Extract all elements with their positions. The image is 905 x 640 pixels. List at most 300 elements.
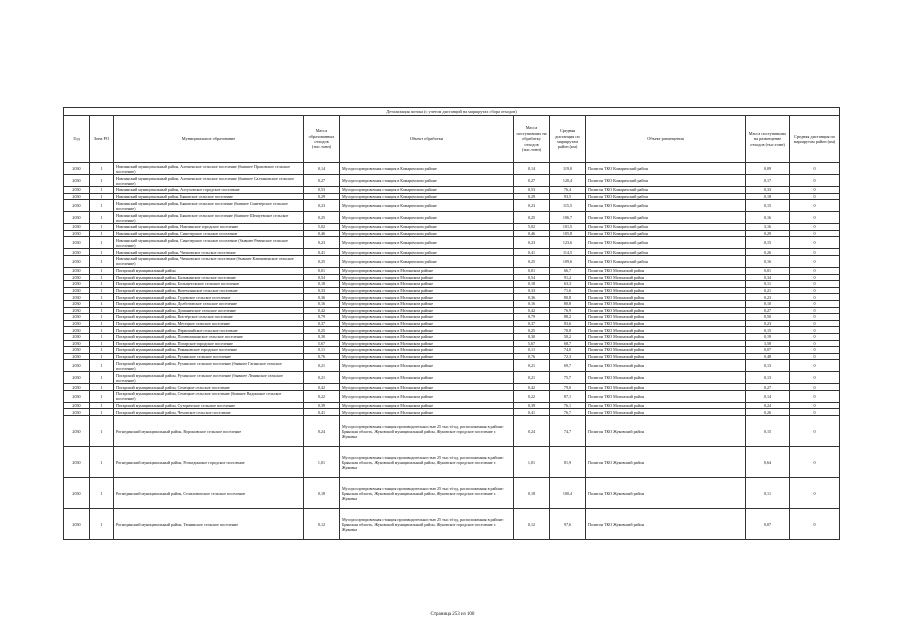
cell-placement-object: Полигон ТКО Мглинский район: [586, 390, 746, 402]
cell-avg-distance-processing: 63,3: [550, 281, 586, 288]
cell-placement-object: Полигон ТКО Мглинский район: [586, 333, 746, 340]
cell-municipality: Погарский муниципальный район, Полевомшанское сельское поселение: [114, 333, 304, 340]
cell-municipality: Рогнединский муниципальный район, Вороновское сельское поселение: [114, 416, 304, 447]
cell-mass-received-processing: 0,39: [514, 402, 550, 409]
page-footer: Страница 253 из 100: [430, 612, 475, 617]
cell-avg-distance-processing: 87,1: [550, 390, 586, 402]
cell-mass-received-processing: 0,01: [514, 267, 550, 274]
cell-municipality: Навлинский муниципальный район, Синезерское сельское поселение (бывшее Ревенское сельское поселение): [114, 237, 304, 249]
table-row: [64, 372, 840, 384]
cell-avg-distance-processing: 106,7: [550, 212, 586, 224]
cell-avg-distance-processing: 74,0: [550, 347, 586, 354]
cell-mass-received-placement: 0,24: [746, 402, 790, 409]
cell-processing-object: Мусоросортировочная станция в Мглинском районе: [340, 294, 514, 301]
cell-placement-object: Полигон ТКО Мглинский район: [586, 340, 746, 347]
cell-mass-formed: 1,01: [304, 447, 340, 478]
table-row: [64, 353, 840, 360]
cell-processing-object: Мусоросортировочная станция в Мглинском районе: [340, 307, 514, 314]
cell-municipality: Погарский муниципальный район, Романовское городское поселение: [114, 347, 304, 354]
cell-avg-distance-placement: 0: [790, 267, 840, 274]
cell-mass-formed: 0,25: [304, 327, 340, 334]
cell-mass-received-processing: 0,25: [514, 327, 550, 334]
table-row: [64, 416, 840, 447]
table-row: [64, 333, 840, 340]
cell-mass-received-placement: 0,15: [746, 237, 790, 249]
cell-zone: 1: [90, 478, 114, 509]
header-mass-received-placement: Масса поступивших на размещение отходов (тыс.тонн): [746, 116, 790, 163]
cell-mass-received-processing: 0,18: [514, 281, 550, 288]
cell-mass-received-processing: 0,14: [514, 163, 550, 175]
cell-processing-object: Мусоросортировочная станция в Мглинском районе: [340, 320, 514, 327]
cell-processing-object: Мусоросортировочная станция в Мглинском районе: [340, 384, 514, 391]
cell-municipality: Погарский муниципальный район, Долботовское сельское поселение: [114, 300, 304, 307]
cell-municipality: Рогнединский муниципальный район, Рогнединское городское поселение: [114, 447, 304, 478]
table-row: [64, 212, 840, 224]
table-row: [64, 402, 840, 409]
cell-year: 2030: [64, 447, 90, 478]
cell-zone: 1: [90, 163, 114, 175]
cell-processing-object: Мусоросортировочная станция в Мглинском районе: [340, 300, 514, 307]
cell-avg-distance-processing: 66,7: [550, 267, 586, 274]
cell-avg-distance-processing: 100,4: [550, 478, 586, 509]
cell-placement-object: Полигон ТКО Мглинский район: [586, 267, 746, 274]
cell-placement-object: Полигон ТКО Комаричский район: [586, 193, 746, 200]
cell-mass-received-placement: 0,09: [746, 163, 790, 175]
cell-avg-distance-placement: 0: [790, 409, 840, 416]
cell-processing-object: Мусоросортировочная станция в Мглинском районе: [340, 372, 514, 384]
cell-zone: 1: [90, 372, 114, 384]
cell-processing-object: Мусоросортировочная станция в Комаричском районе: [340, 224, 514, 231]
cell-mass-received-processing: 0,41: [514, 409, 550, 416]
cell-year: 2030: [64, 353, 90, 360]
cell-placement-object: Полигон ТКО Комаричский район: [586, 175, 746, 187]
cell-mass-formed: 0,54: [304, 274, 340, 281]
cell-year: 2030: [64, 509, 90, 540]
cell-mass-received-processing: 0,29: [514, 193, 550, 200]
cell-mass-formed: 0,18: [304, 478, 340, 509]
table-row: [64, 294, 840, 301]
table-row: [64, 175, 840, 187]
table-row: [64, 193, 840, 200]
cell-mass-received-placement: 0,07: [746, 347, 790, 354]
cell-mass-received-processing: 0,22: [514, 390, 550, 402]
cell-mass-received-placement: 0,18: [746, 193, 790, 200]
cell-avg-distance-placement: 0: [790, 478, 840, 509]
cell-zone: 1: [90, 307, 114, 314]
cell-mass-received-placement: 0,34: [746, 274, 790, 281]
cell-mass-received-placement: 3,16: [746, 224, 790, 231]
cell-year: 2030: [64, 402, 90, 409]
cell-mass-received-processing: 0,53: [514, 187, 550, 194]
cell-mass-received-processing: 0,12: [514, 509, 550, 540]
cell-year: 2030: [64, 187, 90, 194]
cell-avg-distance-processing: 93,5: [550, 193, 586, 200]
cell-avg-distance-placement: 0: [790, 353, 840, 360]
cell-placement-object: Полигон ТКО Мглинский район: [586, 360, 746, 372]
cell-mass-received-processing: 0,11: [514, 347, 550, 354]
cell-mass-formed: 0,23: [304, 200, 340, 212]
cell-avg-distance-placement: 0: [790, 384, 840, 391]
header-mass-formed: Масса образованных отходов (тыс.тонн): [304, 116, 340, 163]
cell-year: 2030: [64, 163, 90, 175]
header-year: Год: [64, 116, 90, 163]
cell-mass-formed: 0,01: [304, 267, 340, 274]
cell-mass-formed: 0,41: [304, 409, 340, 416]
cell-mass-formed: 0,25: [304, 255, 340, 267]
cell-mass-received-placement: 0,14: [746, 390, 790, 402]
cell-municipality: Погарский муниципальный район, Рухинское сельское поселение (бывшее Ленинское сельское поселение): [114, 372, 304, 384]
cell-processing-object: Мусоросортировочная станция в Комаричском районе: [340, 230, 514, 237]
cell-placement-object: Полигон ТКО Мглинский район: [586, 353, 746, 360]
cell-placement-object: Полигон ТКО Жуковский район: [586, 478, 746, 509]
cell-year: 2030: [64, 390, 90, 402]
cell-processing-object: Мусоросортировочная станция в Комаричском районе: [340, 187, 514, 194]
cell-mass-received-placement: 0,01: [746, 267, 790, 274]
cell-avg-distance-processing: 114,5: [550, 249, 586, 256]
cell-placement-object: Полигон ТКО Мглинский район: [586, 281, 746, 288]
cell-avg-distance-placement: 0: [790, 416, 840, 447]
cell-avg-distance-placement: 0: [790, 237, 840, 249]
cell-mass-received-placement: 0,15: [746, 200, 790, 212]
cell-avg-distance-processing: 76,4: [550, 187, 586, 194]
cell-processing-object: Мусоросортировочная станция в Мглинском районе: [340, 267, 514, 274]
cell-placement-object: Полигон ТКО Мглинский район: [586, 294, 746, 301]
header-zone: Зона РО: [90, 116, 114, 163]
cell-avg-distance-processing: 79,0: [550, 384, 586, 391]
cell-placement-object: Полигон ТКО Мглинский район: [586, 327, 746, 334]
cell-placement-object: Полигон ТКО Комаричский район: [586, 200, 746, 212]
cell-mass-formed: 0,42: [304, 384, 340, 391]
cell-processing-object: Мусоросортировочная станция в Комаричском районе: [340, 193, 514, 200]
cell-placement-object: Полигон ТКО Комаричский район: [586, 255, 746, 267]
cell-processing-object: Мусоросортировочная станция в Комаричском районе: [340, 175, 514, 187]
cell-processing-object: Мусоросортировочная станция производительностью 25 тыс.т/год, расположенная в районе: Брянская область, Жуковский муниципальный район, Жуковское городское поселение г. Жуковка: [340, 416, 514, 447]
cell-processing-object: Мусоросортировочная станция в Мглинском районе: [340, 360, 514, 372]
cell-zone: 1: [90, 274, 114, 281]
cell-mass-received-placement: 0,27: [746, 307, 790, 314]
cell-avg-distance-placement: 0: [790, 402, 840, 409]
table-row: [64, 300, 840, 307]
cell-zone: 1: [90, 281, 114, 288]
cell-processing-object: Мусоросортировочная станция в Комаричском районе: [340, 249, 514, 256]
cell-avg-distance-placement: 0: [790, 255, 840, 267]
cell-mass-received-processing: 0,33: [514, 287, 550, 294]
cell-mass-received-processing: 0,76: [514, 353, 550, 360]
cell-municipality: Погарский муниципальный район: [114, 267, 304, 274]
cell-avg-distance-processing: 71,6: [550, 287, 586, 294]
cell-municipality: Навлинский муниципальный район, Чичковское сельское поселение: [114, 249, 304, 256]
cell-avg-distance-placement: 0: [790, 163, 840, 175]
cell-zone: 1: [90, 224, 114, 231]
cell-mass-received-placement: 0,16: [746, 255, 790, 267]
cell-avg-distance-placement: 0: [790, 224, 840, 231]
cell-mass-formed: 0,27: [304, 175, 340, 187]
cell-placement-object: Полигон ТКО Мглинский район: [586, 300, 746, 307]
cell-municipality: Навлинский муниципальный район, Алешенское сельское поселение (бывшее Салтановское сельское поселение): [114, 175, 304, 187]
cell-mass-received-processing: 5,67: [514, 340, 550, 347]
cell-year: 2030: [64, 200, 90, 212]
cell-zone: 1: [90, 175, 114, 187]
cell-zone: 1: [90, 327, 114, 334]
cell-municipality: Погарский муниципальный район, Больщеескское сельское поселение: [114, 281, 304, 288]
cell-avg-distance-processing: 74,7: [550, 416, 586, 447]
cell-avg-distance-processing: 109,6: [550, 255, 586, 267]
table-row: [64, 230, 840, 237]
cell-mass-received-placement: 0,26: [746, 409, 790, 416]
table-row: [64, 255, 840, 267]
cell-processing-object: Мусоросортировочная станция в Мглинском районе: [340, 347, 514, 354]
cell-zone: 1: [90, 287, 114, 294]
cell-mass-received-processing: 0,46: [514, 230, 550, 237]
cell-mass-formed: 0,12: [304, 509, 340, 540]
cell-avg-distance-placement: 0: [790, 175, 840, 187]
cell-mass-received-processing: 0,36: [514, 294, 550, 301]
table-row: [64, 163, 840, 175]
cell-placement-object: Полигон ТКО Комаричский район: [586, 237, 746, 249]
cell-mass-received-placement: 0,21: [746, 287, 790, 294]
cell-avg-distance-placement: 0: [790, 509, 840, 540]
cell-placement-object: Полигон ТКО Мглинский район: [586, 307, 746, 314]
cell-processing-object: Мусоросортировочная станция в Комаричском районе: [340, 163, 514, 175]
cell-processing-object: Мусоросортировочная станция в Комаричском районе: [340, 200, 514, 212]
cell-placement-object: Полигон ТКО Жуковский район: [586, 447, 746, 478]
cell-mass-received-placement: 0,10: [746, 300, 790, 307]
table-row: [64, 478, 840, 509]
cell-year: 2030: [64, 267, 90, 274]
table-row: [64, 320, 840, 327]
cell-zone: 1: [90, 212, 114, 224]
cell-year: 2030: [64, 327, 90, 334]
cell-avg-distance-placement: 0: [790, 327, 840, 334]
cell-mass-formed: 0,24: [304, 416, 340, 447]
cell-year: 2030: [64, 384, 90, 391]
table-row: [64, 347, 840, 354]
cell-zone: 1: [90, 384, 114, 391]
cell-municipality: Навлинский муниципальный район, Бяковское сельское поселение: [114, 193, 304, 200]
cell-avg-distance-processing: 69,7: [550, 360, 586, 372]
cell-year: 2030: [64, 255, 90, 267]
cell-placement-object: Полигон ТКО Мглинский район: [586, 402, 746, 409]
cell-zone: 1: [90, 360, 114, 372]
cell-municipality: Погарский муниципальный район, Чеховское сельское поселение: [114, 409, 304, 416]
header-mass-received-processing: Масса поступивших на обработку отходов (тыс.тонн): [514, 116, 550, 163]
cell-mass-received-processing: 0,18: [514, 478, 550, 509]
cell-mass-received-placement: 0,13: [746, 372, 790, 384]
cell-placement-object: Полигон ТКО Мглинский район: [586, 314, 746, 321]
cell-zone: 1: [90, 237, 114, 249]
cell-municipality: Рогнединский муниципальный район, Селиловичское сельское поселение: [114, 478, 304, 509]
table-row: [64, 327, 840, 334]
cell-avg-distance-processing: 80,8: [550, 294, 586, 301]
cell-municipality: Рогнединский муниципальный район, Тюнинское сельское поселение: [114, 509, 304, 540]
cell-year: 2030: [64, 478, 90, 509]
cell-zone: 1: [90, 249, 114, 256]
cell-avg-distance-processing: 115,5: [550, 200, 586, 212]
cell-zone: 1: [90, 333, 114, 340]
cell-avg-distance-processing: 76,1: [550, 402, 586, 409]
table-row: [64, 249, 840, 256]
cell-year: 2030: [64, 224, 90, 231]
cell-zone: 1: [90, 447, 114, 478]
table-row: [64, 267, 840, 274]
cell-mass-formed: 0,42: [304, 307, 340, 314]
cell-avg-distance-processing: 88,2: [550, 314, 586, 321]
cell-municipality: Навлинский муниципальный район, Бяковское сельское поселение (бывшее Шешуевское сельское поселение): [114, 212, 304, 224]
cell-avg-distance-placement: 0: [790, 307, 840, 314]
cell-mass-received-placement: 0,13: [746, 360, 790, 372]
cell-municipality: Погарский муниципальный район, Доманичское сельское поселение: [114, 307, 304, 314]
cell-municipality: Погарский муниципальный район, Первомайское сельское поселение: [114, 327, 304, 334]
table-caption: Детализация потока (с учетом дистанций на маршрутах сбора отходов): [64, 108, 840, 116]
cell-placement-object: Полигон ТКО Комаричский район: [586, 230, 746, 237]
table-row: [64, 409, 840, 416]
cell-municipality: Погарский муниципальный район, Витемлянское сельское поселение: [114, 287, 304, 294]
table-row: [64, 187, 840, 194]
cell-mass-formed: 0,53: [304, 187, 340, 194]
cell-year: 2030: [64, 274, 90, 281]
cell-year: 2030: [64, 300, 90, 307]
cell-municipality: Погарский муниципальный район, Рухинское сельское поселение: [114, 353, 304, 360]
cell-placement-object: Полигон ТКО Мглинский район: [586, 320, 746, 327]
cell-mass-received-processing: 0,54: [514, 274, 550, 281]
cell-mass-received-placement: 0,48: [746, 353, 790, 360]
cell-zone: 1: [90, 230, 114, 237]
cell-avg-distance-processing: 101,5: [550, 224, 586, 231]
cell-mass-received-processing: 0,16: [514, 300, 550, 307]
cell-zone: 1: [90, 347, 114, 354]
cell-mass-formed: 0,25: [304, 212, 340, 224]
cell-mass-received-placement: 0,17: [746, 175, 790, 187]
cell-mass-formed: 0,37: [304, 320, 340, 327]
cell-avg-distance-processing: 91,2: [550, 274, 586, 281]
cell-year: 2030: [64, 409, 90, 416]
cell-zone: 1: [90, 267, 114, 274]
cell-processing-object: Мусоросортировочная станция в Мглинском районе: [340, 353, 514, 360]
cell-mass-received-placement: 0,33: [746, 187, 790, 194]
cell-avg-distance-placement: 0: [790, 314, 840, 321]
cell-municipality: Навлинский муниципальный район, Синезерское сельское поселение: [114, 230, 304, 237]
cell-mass-received-processing: 0,30: [514, 333, 550, 340]
table-row: [64, 384, 840, 391]
cell-year: 2030: [64, 193, 90, 200]
cell-processing-object: Мусоросортировочная станция производительностью 25 тыс.т/год, расположенная в районе: Брянская область, Жуковский муниципальный район, Жуковское городское поселение г. Жуковка: [340, 447, 514, 478]
cell-avg-distance-placement: 0: [790, 320, 840, 327]
cell-avg-distance-processing: 119,0: [550, 163, 586, 175]
cell-placement-object: Полигон ТКО Комаричский район: [586, 212, 746, 224]
cell-year: 2030: [64, 360, 90, 372]
cell-mass-received-processing: 0,42: [514, 307, 550, 314]
cell-municipality: Погарский муниципальный район, Гудовское сельское поселение: [114, 294, 304, 301]
cell-mass-formed: 0,22: [304, 390, 340, 402]
cell-mass-received-processing: 0,27: [514, 175, 550, 187]
cell-placement-object: Полигон ТКО Комаричский район: [586, 187, 746, 194]
cell-mass-received-placement: 0,11: [746, 478, 790, 509]
cell-mass-formed: 0,21: [304, 372, 340, 384]
cell-processing-object: Мусоросортировочная станция в Мглинском районе: [340, 333, 514, 340]
table-row: [64, 447, 840, 478]
cell-processing-object: Мусоросортировочная станция в Мглинском районе: [340, 274, 514, 281]
cell-mass-received-placement: 0,07: [746, 509, 790, 540]
cell-mass-received-processing: 0,21: [514, 360, 550, 372]
cell-avg-distance-processing: 76,7: [550, 409, 586, 416]
table-row: [64, 237, 840, 249]
cell-year: 2030: [64, 347, 90, 354]
cell-processing-object: Мусоросортировочная станция производительностью 25 тыс.т/год, расположенная в районе: Брянская область, Жуковский муниципальный район, Жуковское городское поселение г. Жуковка: [340, 478, 514, 509]
cell-mass-formed: 0,36: [304, 294, 340, 301]
cell-avg-distance-placement: 0: [790, 274, 840, 281]
cell-mass-formed: 0,21: [304, 360, 340, 372]
cell-year: 2030: [64, 307, 90, 314]
cell-year: 2030: [64, 281, 90, 288]
header-placement-object: Объект размещения: [586, 116, 746, 163]
cell-placement-object: Полигон ТКО Мглинский район: [586, 347, 746, 354]
cell-zone: 1: [90, 340, 114, 347]
cell-placement-object: Полигон ТКО Мглинский район: [586, 287, 746, 294]
cell-mass-formed: 0,79: [304, 314, 340, 321]
cell-mass-received-processing: 5,02: [514, 224, 550, 231]
cell-year: 2030: [64, 287, 90, 294]
cell-avg-distance-placement: 0: [790, 372, 840, 384]
cell-processing-object: Мусоросортировочная станция в Мглинском районе: [340, 281, 514, 288]
document-table-container: [63, 107, 839, 540]
cell-processing-object: Мусоросортировочная станция в Мглинском районе: [340, 402, 514, 409]
cell-municipality: Погарский муниципальный район, Семецкое сельское поселение (бывшее Вадинское сельское поселение): [114, 390, 304, 402]
cell-processing-object: Мусоросортировочная станция в Комаричском районе: [340, 212, 514, 224]
cell-placement-object: Полигон ТКО Комаричский район: [586, 249, 746, 256]
cell-zone: 1: [90, 390, 114, 402]
cell-processing-object: Мусоросортировочная станция в Мглинском районе: [340, 340, 514, 347]
cell-mass-formed: 0,39: [304, 402, 340, 409]
cell-placement-object: Полигон ТКО Жуковский район: [586, 416, 746, 447]
cell-municipality: Погарский муниципальный район, Погарское городское поселение: [114, 340, 304, 347]
cell-year: 2030: [64, 175, 90, 187]
cell-year: 2030: [64, 212, 90, 224]
cell-processing-object: Мусоросортировочная станция в Мглинском районе: [340, 409, 514, 416]
cell-municipality: Навлинский муниципальный район, Алешенское сельское поселение (бывшее Праховское сельское поселение): [114, 163, 304, 175]
cell-avg-distance-placement: 0: [790, 212, 840, 224]
cell-mass-received-processing: 0,23: [514, 200, 550, 212]
cell-zone: 1: [90, 193, 114, 200]
cell-avg-distance-processing: 123,6: [550, 237, 586, 249]
cell-zone: 1: [90, 409, 114, 416]
cell-year: 2030: [64, 314, 90, 321]
table-row: [64, 340, 840, 347]
cell-mass-received-placement: 0,23: [746, 320, 790, 327]
cell-municipality: Навлинский муниципальный район, Бяковское сельское поселение (бывшее Синезерское сельское поселение): [114, 200, 304, 212]
cell-mass-received-placement: 0,15: [746, 327, 790, 334]
cell-mass-formed: 0,33: [304, 287, 340, 294]
cell-mass-received-processing: 0,79: [514, 314, 550, 321]
cell-processing-object: Мусоросортировочная станция в Комаричском районе: [340, 237, 514, 249]
cell-mass-received-placement: 3,58: [746, 340, 790, 347]
table-row: [64, 274, 840, 281]
cell-year: 2030: [64, 237, 90, 249]
cell-municipality: Погарский муниципальный район, Суторичское сельское поселение: [114, 402, 304, 409]
cell-year: 2030: [64, 372, 90, 384]
cell-zone: 1: [90, 320, 114, 327]
cell-avg-distance-processing: 68,7: [550, 340, 586, 347]
cell-avg-distance-placement: 0: [790, 230, 840, 237]
cell-avg-distance-placement: 0: [790, 340, 840, 347]
cell-avg-distance-placement: 0: [790, 294, 840, 301]
cell-year: 2030: [64, 416, 90, 447]
cell-mass-received-processing: 0,21: [514, 372, 550, 384]
cell-municipality: Погарский муниципальный район, Рухинское сельское поселение (бывшее Гагинское сельское поселение): [114, 360, 304, 372]
table-row: [64, 509, 840, 540]
header-avg-distance-processing: Средняя дистанция по маршрутам район (км): [550, 116, 586, 163]
cell-municipality: Погарский муниципальный район, Балыкинское сельское поселение: [114, 274, 304, 281]
cell-avg-distance-processing: 70,8: [550, 327, 586, 334]
